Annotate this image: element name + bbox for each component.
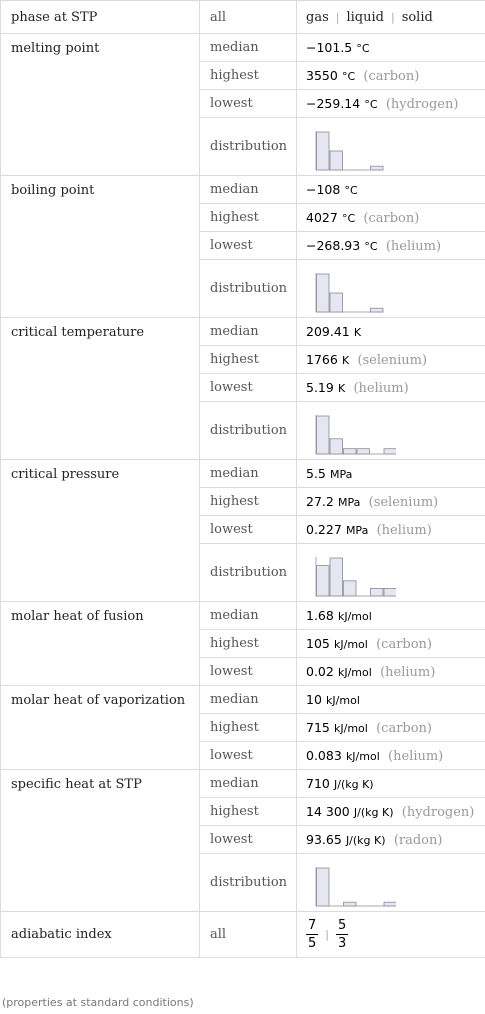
fraction-denominator: 3 <box>338 936 347 951</box>
stat-value-highest <box>297 488 485 516</box>
stat-label-median: median <box>200 770 297 798</box>
histogram-bar <box>371 308 384 312</box>
fraction-numerator: 7 <box>308 918 317 933</box>
stat-label-lowest: lowest <box>200 658 297 686</box>
stat-value-distribution <box>297 402 485 460</box>
phase-separator: | <box>335 10 340 24</box>
stat-label-highest: highest <box>200 488 297 516</box>
value-note: (helium) <box>353 380 409 396</box>
histogram-bar <box>330 151 343 170</box>
value-number: 0.227 <box>306 521 342 537</box>
value-unit: kJ/mol <box>334 721 368 735</box>
stat-value-lowest <box>297 374 485 402</box>
value-note: (carbon) <box>363 68 420 84</box>
value-note: (selenium) <box>368 494 439 510</box>
stat-value-lowest <box>297 826 485 854</box>
value-number: 5.5 <box>306 465 326 481</box>
value-number: 93.65 <box>306 831 342 847</box>
stat-label-highest: highest <box>200 714 297 742</box>
value-number: 10 <box>306 691 322 707</box>
stat-value-median <box>297 770 485 798</box>
value-unit: kJ/mol <box>345 749 380 763</box>
histogram-bar <box>357 448 370 453</box>
value-note: (carbon) <box>376 636 433 652</box>
value-note: (carbon) <box>376 720 433 736</box>
value-number: 4027 <box>306 209 338 225</box>
value-unit: °C <box>364 239 378 253</box>
value-number: −259.14 <box>306 95 361 111</box>
value-note: (helium) <box>385 238 442 254</box>
value-note: (carbon) <box>363 210 420 226</box>
value-unit: MPa <box>330 467 353 481</box>
stat-label-distribution: distribution <box>200 544 297 602</box>
stat-value-highest <box>297 630 485 658</box>
fraction-numerator: 5 <box>338 918 347 933</box>
property-name: critical temperature <box>1 318 200 460</box>
phase-row <box>1 1 485 34</box>
fraction <box>306 917 318 952</box>
histogram-bar <box>317 868 330 906</box>
phase-separator: | <box>390 10 395 24</box>
stat-label-median: median <box>200 34 297 62</box>
value-unit: K <box>337 381 346 395</box>
distribution-histogram <box>306 547 396 599</box>
stat-label-median: median <box>200 602 297 630</box>
value-number: 105 <box>306 635 330 651</box>
value-number: 710 <box>306 775 330 791</box>
value-number: 0.083 <box>306 747 342 763</box>
stat-value-highest <box>297 714 485 742</box>
stat-label-median: median <box>200 460 297 488</box>
value-number: 1.68 <box>306 607 334 623</box>
stat-value-lowest <box>297 658 485 686</box>
property-row <box>1 686 485 714</box>
adiabatic-separator: | <box>325 928 329 941</box>
fraction-denominator: 5 <box>308 936 317 951</box>
stat-label-median: median <box>200 176 297 204</box>
property-name: boiling point <box>1 176 200 318</box>
distribution-histogram <box>306 857 396 909</box>
stat-value-lowest <box>297 90 485 118</box>
stat-label-median: median <box>200 318 297 346</box>
stat-label-distribution: distribution <box>200 118 297 176</box>
stat-value-median <box>297 34 485 62</box>
property-row <box>1 34 485 62</box>
value-unit: kJ/mol <box>337 609 372 623</box>
phase-solid: solid <box>401 9 433 25</box>
properties-table-body <box>1 1 485 958</box>
stat-value-median <box>297 686 485 714</box>
stat-value-median <box>297 176 485 204</box>
phase-stat: all <box>200 1 297 34</box>
distribution-histogram <box>306 263 396 315</box>
value-unit: °C <box>364 97 378 111</box>
property-name: molar heat of vaporization <box>1 686 200 770</box>
adiabatic-values <box>297 912 485 958</box>
stat-label-lowest: lowest <box>200 374 297 402</box>
histogram-bar <box>330 558 343 596</box>
stat-value-distribution <box>297 854 485 912</box>
fraction <box>336 917 348 952</box>
value-number: 0.02 <box>306 663 334 679</box>
histogram-bar <box>344 580 357 595</box>
value-note: (helium) <box>376 522 432 538</box>
adiabatic-row <box>1 912 485 958</box>
histogram-bar <box>344 902 357 906</box>
value-note: (helium) <box>388 748 444 764</box>
value-unit: J/(kg K) <box>334 777 374 791</box>
stat-label-distribution: distribution <box>200 260 297 318</box>
distribution-histogram <box>306 121 396 173</box>
value-unit: kJ/mol <box>337 665 372 679</box>
distribution-histogram <box>306 405 396 457</box>
value-number: −101.5 <box>306 39 353 55</box>
property-row <box>1 602 485 630</box>
histogram-bar <box>317 274 330 312</box>
stat-value-distribution <box>297 544 485 602</box>
stat-label-highest: highest <box>200 62 297 90</box>
value-unit: °C <box>356 41 370 55</box>
stat-value-lowest <box>297 232 485 260</box>
stat-label-highest: highest <box>200 204 297 232</box>
value-note: (hydrogen) <box>385 96 459 112</box>
stat-value-median <box>297 318 485 346</box>
property-name: critical pressure <box>1 460 200 602</box>
property-name: molar heat of fusion <box>1 602 200 686</box>
value-unit: K <box>341 353 350 367</box>
value-number: 1766 <box>306 351 338 367</box>
stat-label-lowest: lowest <box>200 516 297 544</box>
property-row <box>1 460 485 488</box>
footnote: (properties at standard conditions) <box>2 996 194 1009</box>
stat-value-distribution <box>297 260 485 318</box>
histogram-bar <box>384 902 396 906</box>
histogram-bar <box>371 166 384 170</box>
stat-value-highest <box>297 346 485 374</box>
value-unit: kJ/mol <box>334 637 368 651</box>
value-note: (selenium) <box>357 352 428 368</box>
value-unit: J/(kg K) <box>345 833 386 847</box>
stat-value-lowest <box>297 516 485 544</box>
value-number: 209.41 <box>306 323 350 339</box>
stat-label-highest: highest <box>200 346 297 374</box>
adiabatic-stat: all <box>200 912 297 958</box>
stat-label-median: median <box>200 686 297 714</box>
histogram-bar <box>330 293 343 312</box>
property-row <box>1 770 485 798</box>
value-number: 715 <box>306 719 330 735</box>
value-number: 27.2 <box>306 493 334 509</box>
value-number: 3550 <box>306 67 338 83</box>
stat-label-distribution: distribution <box>200 402 297 460</box>
property-row <box>1 318 485 346</box>
property-row <box>1 176 485 204</box>
phase-values <box>297 1 485 34</box>
stat-label-lowest: lowest <box>200 742 297 770</box>
value-number: 14 300 <box>306 803 350 819</box>
value-unit: °C <box>341 211 356 225</box>
histogram-bar <box>384 588 396 596</box>
phase-label: phase at STP <box>1 1 200 34</box>
stat-label-distribution: distribution <box>200 854 297 912</box>
value-unit: °C <box>341 69 356 83</box>
value-note: (hydrogen) <box>401 804 475 820</box>
value-note: (radon) <box>393 832 443 848</box>
value-unit: °C <box>344 183 358 197</box>
histogram-bar <box>384 448 396 453</box>
value-unit: MPa <box>337 495 361 509</box>
stat-value-highest <box>297 62 485 90</box>
value-unit: MPa <box>345 523 369 537</box>
histogram-bar <box>317 132 330 170</box>
stat-value-median <box>297 602 485 630</box>
value-number: −108 <box>306 181 341 197</box>
stat-label-lowest: lowest <box>200 232 297 260</box>
property-name: melting point <box>1 34 200 176</box>
stat-value-highest <box>297 798 485 826</box>
property-name: specific heat at STP <box>1 770 200 912</box>
value-unit: K <box>353 325 362 339</box>
stat-value-lowest <box>297 742 485 770</box>
value-number: 5.19 <box>306 379 334 395</box>
value-unit: J/(kg K) <box>353 805 394 819</box>
stat-label-lowest: lowest <box>200 90 297 118</box>
phase-liquid: liquid <box>346 9 384 25</box>
value-note: (helium) <box>380 664 436 680</box>
histogram-bar <box>371 588 384 596</box>
stat-label-lowest: lowest <box>200 826 297 854</box>
adiabatic-label: adiabatic index <box>1 912 200 958</box>
value-unit: kJ/mol <box>326 693 360 707</box>
stat-value-highest <box>297 204 485 232</box>
stat-value-distribution <box>297 118 485 176</box>
stat-label-highest: highest <box>200 630 297 658</box>
histogram-bar <box>317 565 330 595</box>
stat-value-median <box>297 460 485 488</box>
stat-label-highest: highest <box>200 798 297 826</box>
value-number: −268.93 <box>306 237 361 253</box>
histogram-bar <box>344 448 357 453</box>
phase-gas: gas <box>306 9 329 25</box>
histogram-bar <box>317 416 330 454</box>
histogram-bar <box>330 438 343 453</box>
